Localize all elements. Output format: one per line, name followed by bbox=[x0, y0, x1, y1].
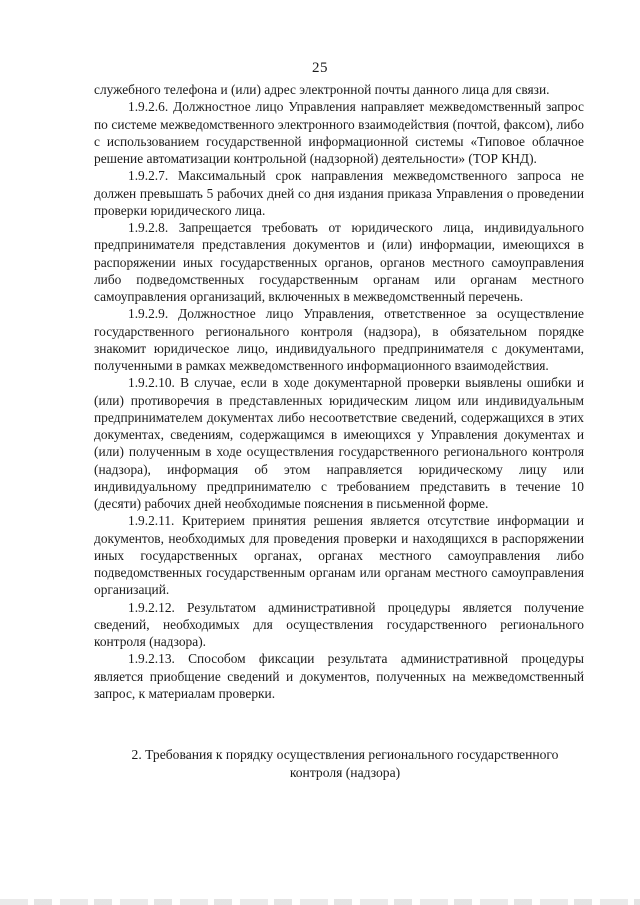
paragraph-1-9-2-6: 1.9.2.6. Должностное лицо Управления направляет межведомственный запрос по системе межведомственного электронного взаимодействия (почтой, факсом), либо с использованием государственной информационной системы «Типовое облачное решение автоматизации контрольной (надзорной) деятельности» (ТОР КНД). bbox=[94, 99, 584, 166]
document-body bbox=[94, 81, 584, 702]
paragraph-1-9-2-10: 1.9.2.10. В случае, если в ходе документарной проверки выявлены ошибки и (или) противоречия в представленных юридическим лицом или индивидуальным предпринимателем документах либо несоответствие сведений, содержащихся в этих документах, сведениям, содержащимся в имеющихся у Управления документах и (или) полученным в ходе осуществления государственного регионального контроля (надзора), информация об этом направляется юридическому лицу или индивидуальному предпринимателю с требованием представить в течение 10 (десяти) рабочих дней необходимые пояснения в письменной форме. bbox=[94, 375, 584, 511]
scan-bottom-edge bbox=[0, 899, 640, 905]
paragraph-1-9-2-12: 1.9.2.12. Результатом административной процедуры является получение сведений, необходимых для осуществления государственного регионального контроля (надзора). bbox=[94, 599, 584, 649]
paragraph-1-9-2-8: 1.9.2.8. Запрещается требовать от юридического лица, индивидуального предпринимателя представления документов и (или) информации, имеющихся в распоряжении иных государственных органов, органов местного самоуправления либо подведомственных государственным органам или органам местного самоуправления организаций, включенных в межведомственный перечень. bbox=[94, 220, 584, 304]
section-heading bbox=[110, 746, 580, 781]
page-number: 25 bbox=[312, 60, 328, 76]
paragraph-1-9-2-11: 1.9.2.11. Критерием принятия решения является отсутствие информации и документов, необходимых для проведения проверки и находящихся в распоряжении иных государственных органах, органах местного самоуправления либо подведомственных государственным органам или органам местного самоуправления организаций. bbox=[94, 513, 584, 598]
paragraph-continuation: служебного телефона и (или) адрес электронной почты данного лица для связи. bbox=[94, 82, 550, 97]
paragraph-1-9-2-7: 1.9.2.7. Максимальный срок направления межведомственного запроса не должен превышать 5 рабочих дней со дня издания приказа Управления о проведении проверки юридического лица. bbox=[94, 168, 584, 218]
paragraph-1-9-2-9: 1.9.2.9. Должностное лицо Управления, ответственное за осуществление государственного регионального контроля (надзора), в обязательном порядке знакомит юридическое лицо, индивидуального предпринимателя с документами, полученными в рамках межведомственного информационного взаимодействия. bbox=[94, 306, 584, 373]
section-heading-line-1: 2. Требования к порядку осуществления регионального государственного bbox=[131, 747, 559, 762]
paragraph-1-9-2-13: 1.9.2.13. Способом фиксации результата административной процедуры является приобщение сведений и документов, полученных на межведомственный запрос, к материалам проверки. bbox=[94, 651, 584, 701]
section-heading-line-2: контроля (надзора) bbox=[289, 764, 401, 780]
